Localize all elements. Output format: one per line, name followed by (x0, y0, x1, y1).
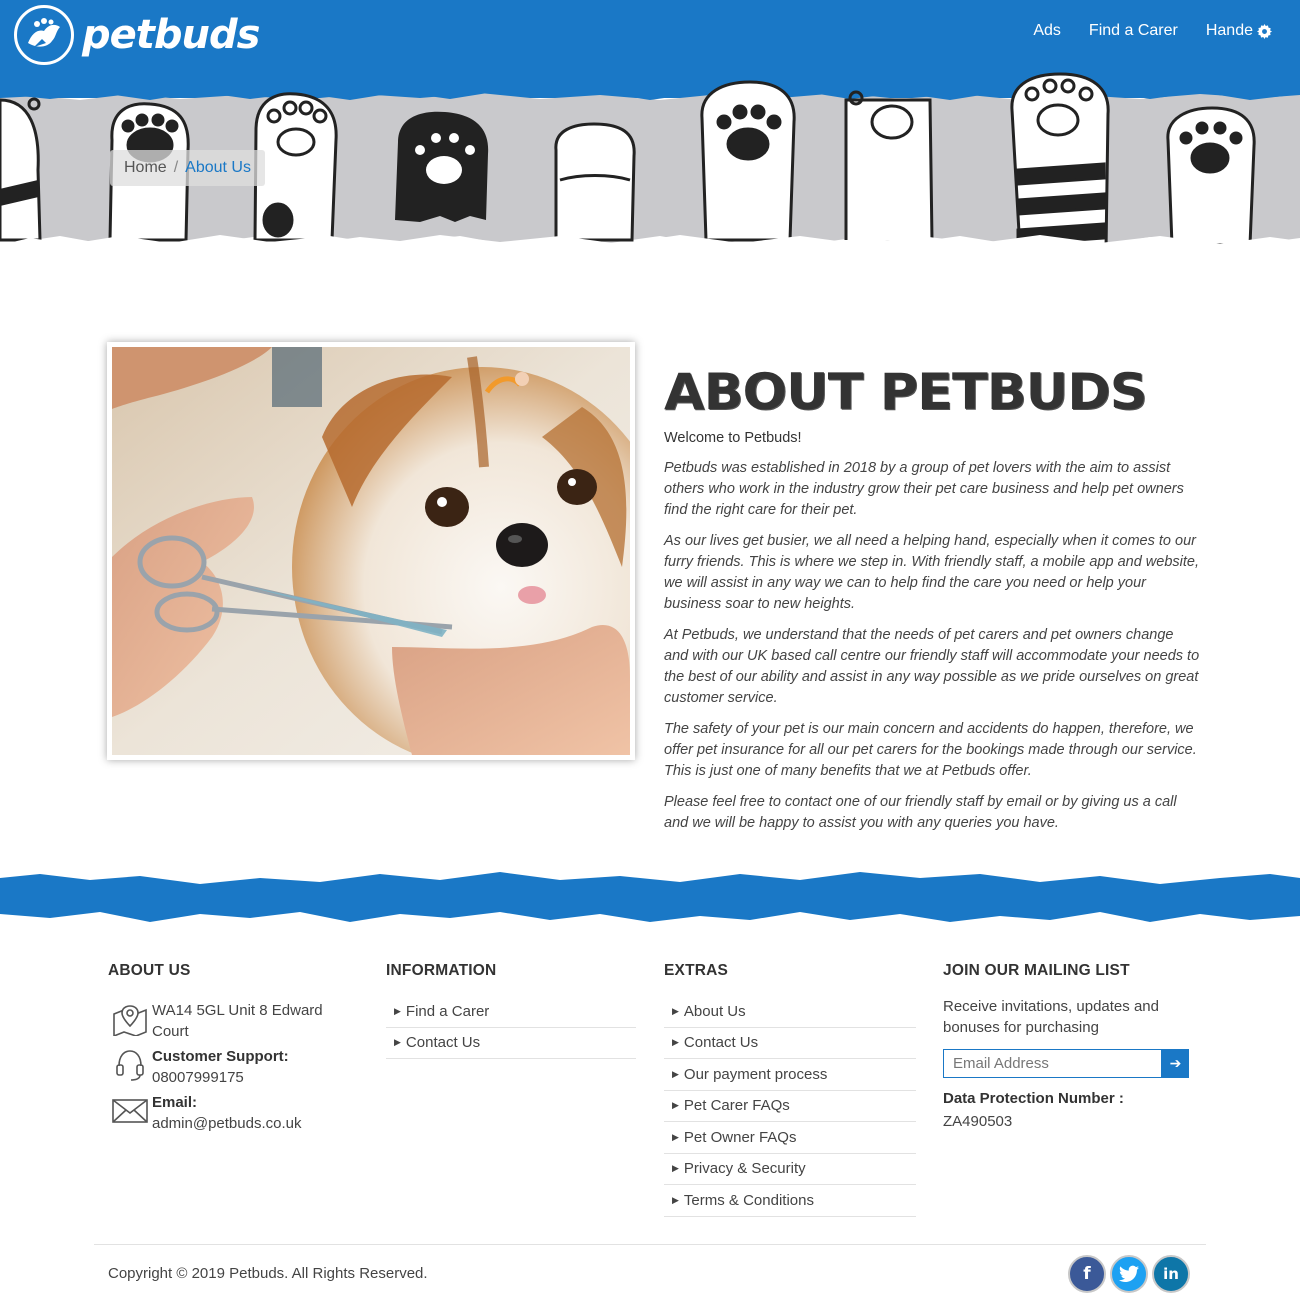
caret-right-icon: ▶ (672, 1131, 679, 1142)
list-item (664, 1154, 916, 1186)
support-phone: 08007999175 (152, 1069, 244, 1086)
data-protection-number: ZA490503 (943, 1113, 1013, 1130)
arrow-right-icon: ➔ (1169, 1055, 1182, 1071)
welcome-text: Welcome to Petbuds! (664, 430, 802, 446)
mailing-form (943, 1049, 1189, 1078)
support-text (152, 1046, 289, 1088)
copyright-text: Copyright © 2019 Petbuds. All Rights Reserved. (108, 1265, 428, 1282)
nav-user-label: Hande (1205, 22, 1253, 39)
caret-right-icon: ▶ (672, 1005, 679, 1016)
main-nav (1033, 22, 1272, 40)
email-label: Email: (152, 1094, 198, 1111)
caret-right-icon: ▶ (672, 1194, 679, 1205)
about-paragraph: At Petbuds, we understand that the needs of pet carers and pet owners change and with our UK based call centre our friendly staff will accommodate your needs to the best of our ability and assist in any way possible as we pride ourselves on great customer service. (664, 627, 1200, 706)
caret-right-icon: ▶ (394, 1005, 401, 1016)
footer-extras-heading: EXTRAS (664, 962, 729, 979)
footer-link-about-us[interactable] (672, 1003, 746, 1020)
footer-link-privacy-security[interactable] (672, 1160, 806, 1177)
envelope-icon (108, 1092, 152, 1124)
footer-information-column (386, 962, 636, 1059)
footer-about-heading: ABOUT US (108, 962, 191, 979)
twitter-icon (1119, 1265, 1139, 1283)
breadcrumb-home[interactable]: Home (124, 159, 167, 176)
subscribe-button[interactable] (1162, 1049, 1189, 1078)
list-item (664, 1059, 916, 1091)
footer-link-pet-owner-faqs[interactable] (672, 1129, 796, 1146)
footer-link-find-a-carer[interactable] (394, 1003, 489, 1020)
footer-link-label: Find a Carer (405, 1002, 490, 1020)
footer-link-terms-conditions[interactable] (672, 1192, 814, 1209)
about-paragraph: Petbuds was established in 2018 by a group of pet lovers with the aim to assist others who work in the industry grow their pet care business and help pet owners find the right care for their pet. (664, 460, 1184, 518)
footer-link-label: Privacy & Security (683, 1160, 806, 1178)
about-section (664, 360, 1200, 844)
linkedin-icon: in (1163, 1265, 1179, 1283)
paw-logo-icon (14, 5, 74, 65)
footer-divider (94, 1244, 1206, 1245)
extras-links (664, 996, 916, 1217)
footer-support (108, 1046, 348, 1088)
email-input[interactable] (943, 1049, 1162, 1078)
caret-right-icon: ▶ (672, 1068, 679, 1079)
footer-link-pet-carer-faqs[interactable] (672, 1097, 790, 1114)
footer-link-label: Contact Us (683, 1034, 759, 1052)
petbuds-logo[interactable] (14, 4, 259, 66)
nav-ads-label: Ads (1033, 22, 1061, 39)
page-title: ABOUT PETBUDS (664, 363, 1147, 421)
map-pin-icon (108, 1000, 152, 1036)
caret-right-icon: ▶ (672, 1100, 679, 1111)
footer-torn-edge (0, 860, 1300, 930)
list-item (664, 996, 916, 1028)
data-protection-label: Data Protection Number : (943, 1090, 1124, 1107)
email-text (152, 1092, 301, 1134)
footer-link-contact-us[interactable] (672, 1034, 758, 1051)
list-item (664, 1028, 916, 1060)
footer-link-label: About Us (683, 1002, 746, 1020)
nav-user-menu[interactable] (1206, 22, 1272, 40)
footer-link-label: Terms & Conditions (683, 1191, 814, 1209)
list-item (664, 1122, 916, 1154)
breadcrumb-current: About Us (185, 159, 251, 176)
about-paragraph: As our lives get busier, we all need a helping hand, especially when it comes to our furry friends. This is where we step in. With friendly staff, a mobile app and website, we will assist in any way we can to help find the care you need or help your business soar to new heights. (664, 533, 1199, 612)
footer-link-contact-us[interactable] (394, 1034, 480, 1051)
dog-grooming-photo (112, 347, 630, 755)
list-item (664, 1091, 916, 1123)
about-paragraph: The safety of your pet is our main concern and accidents do happen, therefore, we offer pet insurance for all our pet carers for the bookings made through our service. This is just one of many benefits that we at Petbuds offer. (664, 721, 1197, 779)
footer-about-column (108, 962, 348, 1138)
gear-icon (1257, 24, 1272, 39)
caret-right-icon: ▶ (672, 1163, 679, 1174)
caret-right-icon: ▶ (394, 1037, 401, 1048)
linkedin-button[interactable] (1152, 1255, 1190, 1293)
facebook-icon: f (1083, 1264, 1091, 1284)
email-link[interactable]: admin@petbuds.co.uk (152, 1115, 302, 1132)
footer-link-label: Pet Owner FAQs (683, 1128, 797, 1146)
facebook-button[interactable] (1068, 1255, 1106, 1293)
mailing-description: Receive invitations, updates and bonuses for purchasing (943, 998, 1159, 1036)
about-paragraph: Please feel free to contact one of our friendly staff by email or by giving us a call and we will be happy to assist you with any queries you have. (664, 794, 1177, 831)
list-item (386, 996, 636, 1028)
footer-link-label: Contact Us (405, 1034, 481, 1052)
headset-icon (108, 1046, 152, 1082)
nav-find-a-carer-label: Find a Carer (1088, 22, 1178, 39)
about-photo (107, 342, 635, 760)
breadcrumb-separator: / (173, 159, 179, 176)
footer-link-label: Our payment process (683, 1065, 828, 1083)
support-label: Customer Support: (152, 1048, 289, 1065)
footer-mailing-column (943, 962, 1193, 1130)
list-item (386, 1028, 636, 1060)
social-links (1068, 1255, 1190, 1293)
footer-link-label: Pet Carer FAQs (683, 1097, 790, 1115)
nav-ads[interactable] (1033, 22, 1061, 40)
information-links (386, 996, 636, 1059)
footer-mailing-heading: JOIN OUR MAILING LIST (943, 962, 1130, 979)
caret-right-icon: ▶ (672, 1037, 679, 1048)
twitter-button[interactable] (1110, 1255, 1148, 1293)
footer-extras-column (664, 962, 916, 1217)
nav-find-a-carer[interactable] (1089, 22, 1178, 40)
footer-email (108, 1092, 348, 1134)
list-item (664, 1185, 916, 1217)
footer-address (108, 1000, 348, 1042)
logo-text: petbuds (82, 12, 260, 58)
breadcrumb (110, 150, 265, 186)
address-text: WA14 5GL Unit 8 Edward Court (152, 1002, 323, 1040)
footer-information-heading: INFORMATION (386, 962, 497, 979)
footer-link-payment-process[interactable] (672, 1066, 827, 1083)
